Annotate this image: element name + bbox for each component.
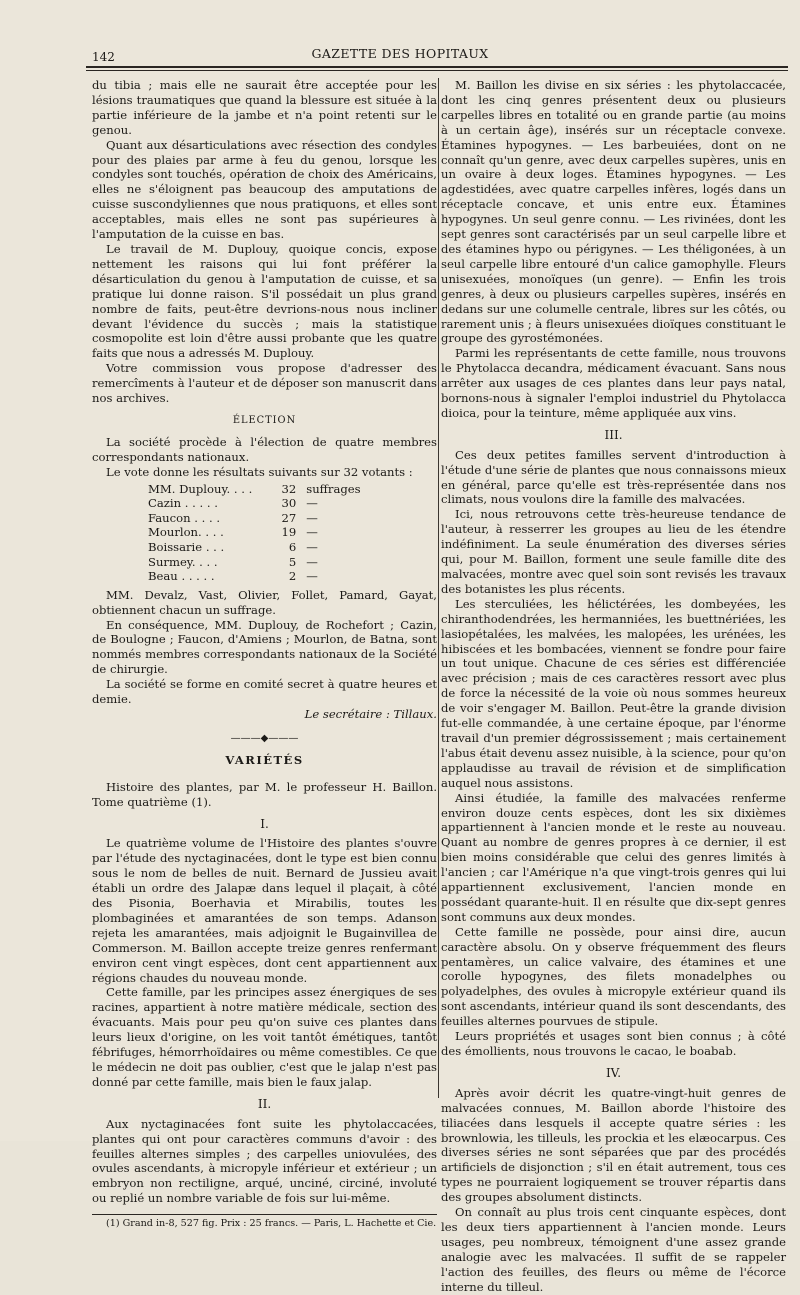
column-divider xyxy=(438,78,439,1098)
book-title: Histoire des plantes, par M. le professeur H. Baillon. Tome quatrième (1). xyxy=(92,779,437,809)
paragraph: Le travail de M. Duplouy, quoique concis, expose nettement les raisons qui lui font préférer la désarticulation du genou à l'amputation de cuisse, et sa pratique lui donne raison. S'il possédait un plus grand nombre de faits, peut-être devrions-nous nous incliner devant l'évidence du succès ; mais la statistique cosmopolite est loin d'être aussi probante que les quatre faits que nous a adressés M. Duplouy. xyxy=(92,241,437,361)
section-number: IV. xyxy=(605,1065,622,1080)
section-heading-election: ÉLECTION xyxy=(232,414,297,426)
page-number: 142 xyxy=(92,50,115,64)
vote-unit: — xyxy=(306,539,318,554)
footnote-rule xyxy=(92,1214,437,1215)
vote-row xyxy=(148,496,365,511)
vote-count: 5 xyxy=(288,554,297,569)
candidate-name: Cazin . . . . . xyxy=(148,496,218,511)
vote-unit: — xyxy=(306,510,318,525)
paragraph: Après avoir décrit les quatre-vingt-huit genres de malvacées connues, M. Baillon aborde l'histoire des tiliacées dans lesquels il accepte quatre séries : les brownlowia, les tilleuls, les prockia et les elæocarpus. Ces diverses séries ne sont séparées que par des procédés artificiels de disjonction ; s'il en était autrement, tous ces types ne pourraient logiquement se trouver répartis dans des groupes absolument distincts. xyxy=(441,1085,786,1205)
paragraph: Leurs propriétés et usages sont bien connus ; à côté des émollients, nous trouvons le cacao, le boabab. xyxy=(441,1029,786,1058)
section-number: I. xyxy=(260,816,269,831)
paragraph: Le quatrième volume de l'Histoire des plantes s'ouvre par l'étude des nyctaginacées, dont le type est bien connu sous le nom de belles de nuit. Bernard de Jussieu avait établi un ordre des Jalapæ dans lequel il plaçait, à côté des Pisonia, Boerhavia et Mirabilis, toutes les plombaginées et amarantées de son temps. Adanson rejeta les amarantées, mais adjoignit le Bugainvillea de Commerson. M. Baillon accepte treize genres renfermant environ cent vingt espèces, dont cent appartiennent aux régions chaudes du nouveau monde. xyxy=(92,836,437,985)
paragraph: du tibia ; mais elle ne saurait être acceptée pour les lésions traumatiques que quand la blessure est située à la partie inférieure de la jambe et n'a point retenti sur le genou. xyxy=(92,78,437,137)
vote-count: 2 xyxy=(288,569,297,584)
ornamental-separator: ———◆——— xyxy=(230,732,299,744)
paragraph: Les sterculiées, les hélictérées, les dombeyées, les chiranthodendrées, les hermanniées, les buettnériées, les lasiopétalées, les malvées, les malopées, les urénées, les hibiscées et les bombacées, viennent se fondre pour faire un tout unique. Chacune de ces séries est différenciée avec précision ; mais de ces caractères ressort avec plus de force la nécessité de la voie où nous sommes heureux de voir s'engager M. Baillon. Peut-être la grande division fut-elle commandée, à une certaine époque, par l'énorme travail d'un premier dégrossissement ; mais certainement l'abus était devenu assez nuisible, à la science, pour qu'on applaudisse au travail de révision et de simplification auquel nous assistons. xyxy=(441,596,786,790)
section-heading-varietes: VARIÉTÉS xyxy=(225,752,304,767)
candidate-name: Beau . . . . . xyxy=(148,569,215,584)
vote-unit: — xyxy=(306,496,318,511)
vote-row xyxy=(148,569,365,584)
paragraph: Parmi les représentants de cette famille, nous trouvons le Phytolacca decandra, médicament évacuant. Sans nous arrêter aux usages de ces plantes dans leur pays natal, bornons-nous à signaler l'emploi industriel du Phytolacca dioica, pour la teinture, même appliquée aux vins. xyxy=(441,346,786,420)
paragraph: Votre commission vous propose d'adresser des remercîments à l'auteur et de déposer son manuscrit dans nos archives. xyxy=(92,361,437,406)
vote-unit: — xyxy=(306,525,318,540)
paragraph: Cette famille ne possède, pour ainsi dire, aucun caractère absolu. On y observe fréquemment des fleurs pentamères, un calice valvaire, des étamines et une corolle hypogynes, des filets monadelphes ou polyadelphes, des ovules à micropyle extérieur quand ils sont ascendants, intérieur quand ils sont descendants, des feuilles alternes pourvues de stipule. xyxy=(441,924,786,1029)
vote-unit: — xyxy=(306,569,318,584)
candidate-name: Surmey. . . . xyxy=(148,554,218,569)
vote-unit: suffrages xyxy=(306,481,361,496)
paragraph: On connaît au plus trois cent cinquante espèces, dont les deux tiers appartiennent à l'ancien monde. Leurs usages, peu nombreux, témoignent d'une assez grande analogie avec les malvacées. Il suffit de se rappeler l'action des feuilles, des fleurs ou même de l'écorce interne du tilleul. xyxy=(441,1205,786,1294)
paragraph: Aux nyctaginacées font suite les phytolaccacées, plantes qui ont pour caractères communs d'avoir : des feuilles alternes simples ; des carpelles uniovulées, des ovules ascendants, à micropyle inférieur et extérieur ; un embryon non rectiligne, arqué, unciné, circiné, involuté ou replié un nombre variable de fois sur lui-même. xyxy=(92,1116,437,1206)
vote-unit: — xyxy=(306,554,318,569)
paragraph: Cette famille, par les principes assez énergiques de ses racines, appartient à notre matière médicale, section des évacuants. Mais pour peu qu'on suive ces plantes dans leurs lieux d'origine, on les voit tantôt émétiques, tantôt fébrifuges, hémorrhoïdaires ou même comestibles. Ce que le médecin ne doit pas oublier, c'est que le jalap n'est pas donné par cette famille, mais bien le faux jalap. xyxy=(92,985,437,1089)
vote-row xyxy=(148,540,365,555)
paragraph: Le vote donne les résultats suivants sur 32 votants : xyxy=(106,464,413,479)
candidate-name: Mourlon. . . . xyxy=(148,525,224,540)
paragraph: Ainsi étudiée, la famille des malvacées renferme environ douze cents espèces, dont les six dixièmes appartiennent à l'ancien monde et le reste au nouveau. Quant au nombre de genres propres à ce dernier, il est bien moins considérable que celui des genres limités à l'ancien ; car l'Amérique n'a que vingt-trois genres qui lui appartiennent exclusivement, l'ancien monde en possédant quarante-huit. Il en résulte que dix-sept genres sont communs aux deux mondes. xyxy=(441,790,786,924)
paragraph: Quant aux désarticulations avec résection des condyles pour des plaies par arme à feu du genou, lorsque les condyles sont touchés, opération de choix des Américains, elles ne s'éloignent pas beaucoup des amputations de cuisse suscondyliennes que nous pratiquons, et elles sont acceptables, mais elles ne sont pas supérieures à l'amputation de la cuisse en bas. xyxy=(92,137,437,242)
vote-count: 27 xyxy=(281,510,297,525)
vote-row xyxy=(148,555,365,570)
paragraph: La société procède à l'élection de quatre membres correspondants nationaux. xyxy=(92,434,437,464)
header-rule-thin xyxy=(86,70,788,71)
vote-row xyxy=(148,482,365,497)
vote-results-table xyxy=(148,482,365,584)
vote-row xyxy=(148,511,365,526)
candidate-name: Boissarie . . . xyxy=(148,539,225,554)
right-column xyxy=(441,78,786,1295)
paragraph: En conséquence, MM. Duplouy, de Rochefort ; Cazin, de Boulogne ; Faucon, d'Amiens ; Mourlon, de Batna, sont nommés membres correspondants nationaux de la Société de chirurgie. xyxy=(92,617,437,677)
vote-count: 6 xyxy=(288,539,297,554)
left-column xyxy=(92,78,437,1230)
header-rule xyxy=(86,66,788,68)
section-number: III. xyxy=(604,427,623,442)
footnote: (1) Grand in-8, 527 fig. Prix : 25 francs. — Paris, L. Hachette et Cie. xyxy=(106,1218,437,1230)
paragraph: M. Baillon les divise en six séries : les phytolaccacée, dont les cinq genres présentent deux ou plusieurs carpelles libres en totalité ou en grande partie (au moins à un certain âge), insérés sur un réceptacle convexe. Étamines hypogynes. — Les barbeuiées, dont on ne connaît qu'un genre, avec deux carpelles supères, unis en un ovaire à deux loges. Étamines hypogynes. — Les agdestidées, avec quatre carpelles infères, logés dans un réceptacle concave, et unis entre eux. Étamines hypogynes. Un seul genre connu. — Les rivinées, dont les sept genres sont caractérisés par un seul carpelle libre et des étamines hypo ou périgynes. — Les théligonées, à un seul carpelle libre entouré d'un calice gamophylle. Fleurs unisexuées, monoïques (un genre). — Enfin les trois genres, à deux ou plusieurs carpelles supères, insérés en dedans sur une columelle centrale, libres sur les côtés, ou rarement unis ; à fleurs unisexuées dioïques constituant le groupe des gyrostémonées. xyxy=(441,78,786,346)
vote-count: 19 xyxy=(281,525,297,540)
running-title: GAZETTE DES HOPITAUX xyxy=(311,46,489,61)
paragraph: La société se forme en comité secret à quatre heures et demie. xyxy=(92,677,437,707)
vote-count: 30 xyxy=(281,496,297,511)
paragraph: Ces deux petites familles servent d'introduction à l'étude d'une série de plantes que nous connaissons mieux en général, parce qu'elle est très-représentée dans nos climats, nous voulons dire la famille des malvacées. xyxy=(441,447,786,507)
secretary-signature: Le secrétaire : Tillaux. xyxy=(304,706,437,721)
vote-row xyxy=(148,525,365,540)
vote-count: 32 xyxy=(281,481,297,496)
candidate-name: Faucon . . . . xyxy=(148,510,221,525)
paragraph: MM. Devalz, Vast, Olivier, Follet, Pamard, Gayat, obtiennent chacun un suffrage. xyxy=(92,587,437,617)
section-number: II. xyxy=(257,1096,272,1111)
paragraph: Ici, nous retrouvons cette très-heureuse tendance de l'auteur, à resserrer les groupes au lieu de les étendre indéfiniment. La seule énumération des diverses séries qui, pour M. Baillon, forment une seule famille dite des malvacées, montre avec quel soin sont revisés les travaux des botanistes les plus récents. xyxy=(441,507,786,596)
candidate-name: MM. Duplouy. . . . xyxy=(148,481,253,496)
